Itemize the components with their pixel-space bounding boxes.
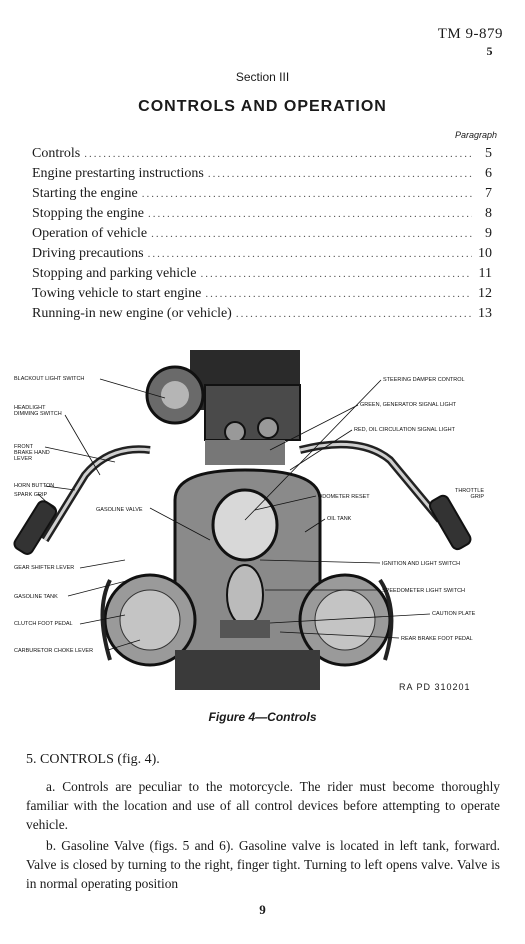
label-gasoline-tank: GASOLINE TANK (14, 594, 58, 600)
toc-leader (236, 308, 472, 320)
controls-figure (0, 350, 525, 710)
label-generator-signal-light: GREEN, GENERATOR SIGNAL LIGHT (360, 402, 457, 408)
label-front-brake-hand-lever: FRONT BRAKE HAND LEVER (14, 444, 50, 462)
toc-item (32, 266, 492, 286)
label-throttle-grip: THROTTLE GRIP (454, 488, 484, 500)
label-gear-shifter-lever: GEAR SHIFTER LEVER (14, 565, 75, 571)
label-horn-button: HORN BUTTON (14, 483, 55, 489)
figure-ra-code: RA PD 310201 (399, 682, 471, 692)
label-oil-tank: OIL TANK (327, 516, 352, 522)
toc-leader (151, 228, 472, 240)
toc-item (32, 226, 492, 246)
toc-label: Stopping the engine (32, 206, 144, 221)
label-carburetor-choke-lever: CARBURETOR CHOKE LEVER (14, 648, 94, 654)
toc-label: Controls (32, 146, 81, 161)
toc-para: 12 (478, 286, 492, 301)
toc-leader (208, 168, 472, 180)
label-headlight-dimming-switch: HEADLIGHT DIMMING SWITCH (14, 405, 62, 417)
table-of-contents (32, 146, 492, 326)
label-speedometer-light-switch: SPEEDOMETER LIGHT SWITCH (382, 588, 466, 594)
toc-item (32, 206, 492, 226)
toc-label: Towing vehicle to start engine (32, 286, 202, 301)
label-oil-circulation-signal-light: RED, OIL CIRCULATION SIGNAL LIGHT (354, 427, 455, 433)
toc-label: Running-in new engine (or vehicle) (32, 306, 232, 321)
toc-para: 13 (478, 306, 492, 321)
toc-item (32, 166, 492, 186)
page-title: CONTROLS AND OPERATION (138, 98, 387, 115)
label-steering-damper-control: STEERING DAMPER CONTROL (383, 377, 465, 383)
toc-label: Operation of vehicle (32, 226, 148, 241)
label-odometer-reset: ODOMETER RESET (318, 494, 370, 500)
toc-leader (142, 188, 472, 200)
toc-item (32, 306, 492, 326)
toc-para: 7 (485, 186, 492, 201)
toc-leader (148, 248, 472, 260)
label-clutch-foot-pedal: CLUTCH FOOT PEDAL (14, 621, 73, 627)
label-ignition-and-light-switch: IGNITION AND LIGHT SWITCH (382, 561, 461, 567)
tm-header (438, 26, 503, 60)
toc-para: 9 (485, 226, 492, 241)
label-spark-grip: SPARK GRIP (14, 492, 48, 498)
toc-item (32, 186, 492, 206)
toc-para: 8 (485, 206, 492, 221)
label-caution-plate: CAUTION PLATE (432, 611, 476, 617)
paragraph-a: a. Controls are peculiar to the motorcycle. The rider must become thoroughly familiar with the location and use of all control devices before attempting to operate vehicle. (26, 779, 500, 832)
toc-leader (200, 268, 472, 280)
toc-label: Stopping and parking vehicle (32, 266, 197, 281)
section-heading: 5. CONTROLS (fig. 4). (26, 752, 160, 767)
paragraph-b: b. Gasoline Valve (figs. 5 and 6). Gasoline valve is located in left tank, forward. Valve is closed by turning to the right, finger tight. Turning to left opens valve. Valve is in normal operating position (26, 838, 500, 891)
toc-item (32, 286, 492, 306)
label-gasoline-valve: GASOLINE VALVE (96, 507, 143, 513)
figure-caption: Figure 4—Controls (208, 710, 317, 724)
toc-leader (205, 288, 472, 300)
toc-para: 6 (485, 166, 492, 181)
toc-para: 5 (485, 146, 492, 161)
top-page-number: 5 (486, 44, 493, 58)
toc-leader (148, 208, 472, 220)
toc-para: 11 (478, 266, 492, 281)
tm-number: TM 9-879 (437, 26, 503, 42)
page-number: 9 (259, 902, 266, 917)
label-rear-brake-foot-pedal: REAR BRAKE FOOT PEDAL (401, 636, 473, 642)
throttle-grip-shape (428, 494, 473, 552)
toc-label: Starting the engine (32, 186, 138, 201)
speedometer-shape (213, 490, 277, 560)
section-label: Section III (235, 70, 290, 84)
toc-para: 10 (478, 246, 492, 261)
toc-column-label: Paragraph (454, 130, 497, 140)
toc-label: Driving precautions (32, 246, 144, 261)
toc-label: Engine prestarting instructions (32, 166, 204, 181)
toc-item (32, 146, 492, 166)
toc-leader (84, 148, 472, 160)
label-blackout-light-switch: BLACKOUT LIGHT SWITCH (14, 376, 85, 382)
toc-item (32, 246, 492, 266)
